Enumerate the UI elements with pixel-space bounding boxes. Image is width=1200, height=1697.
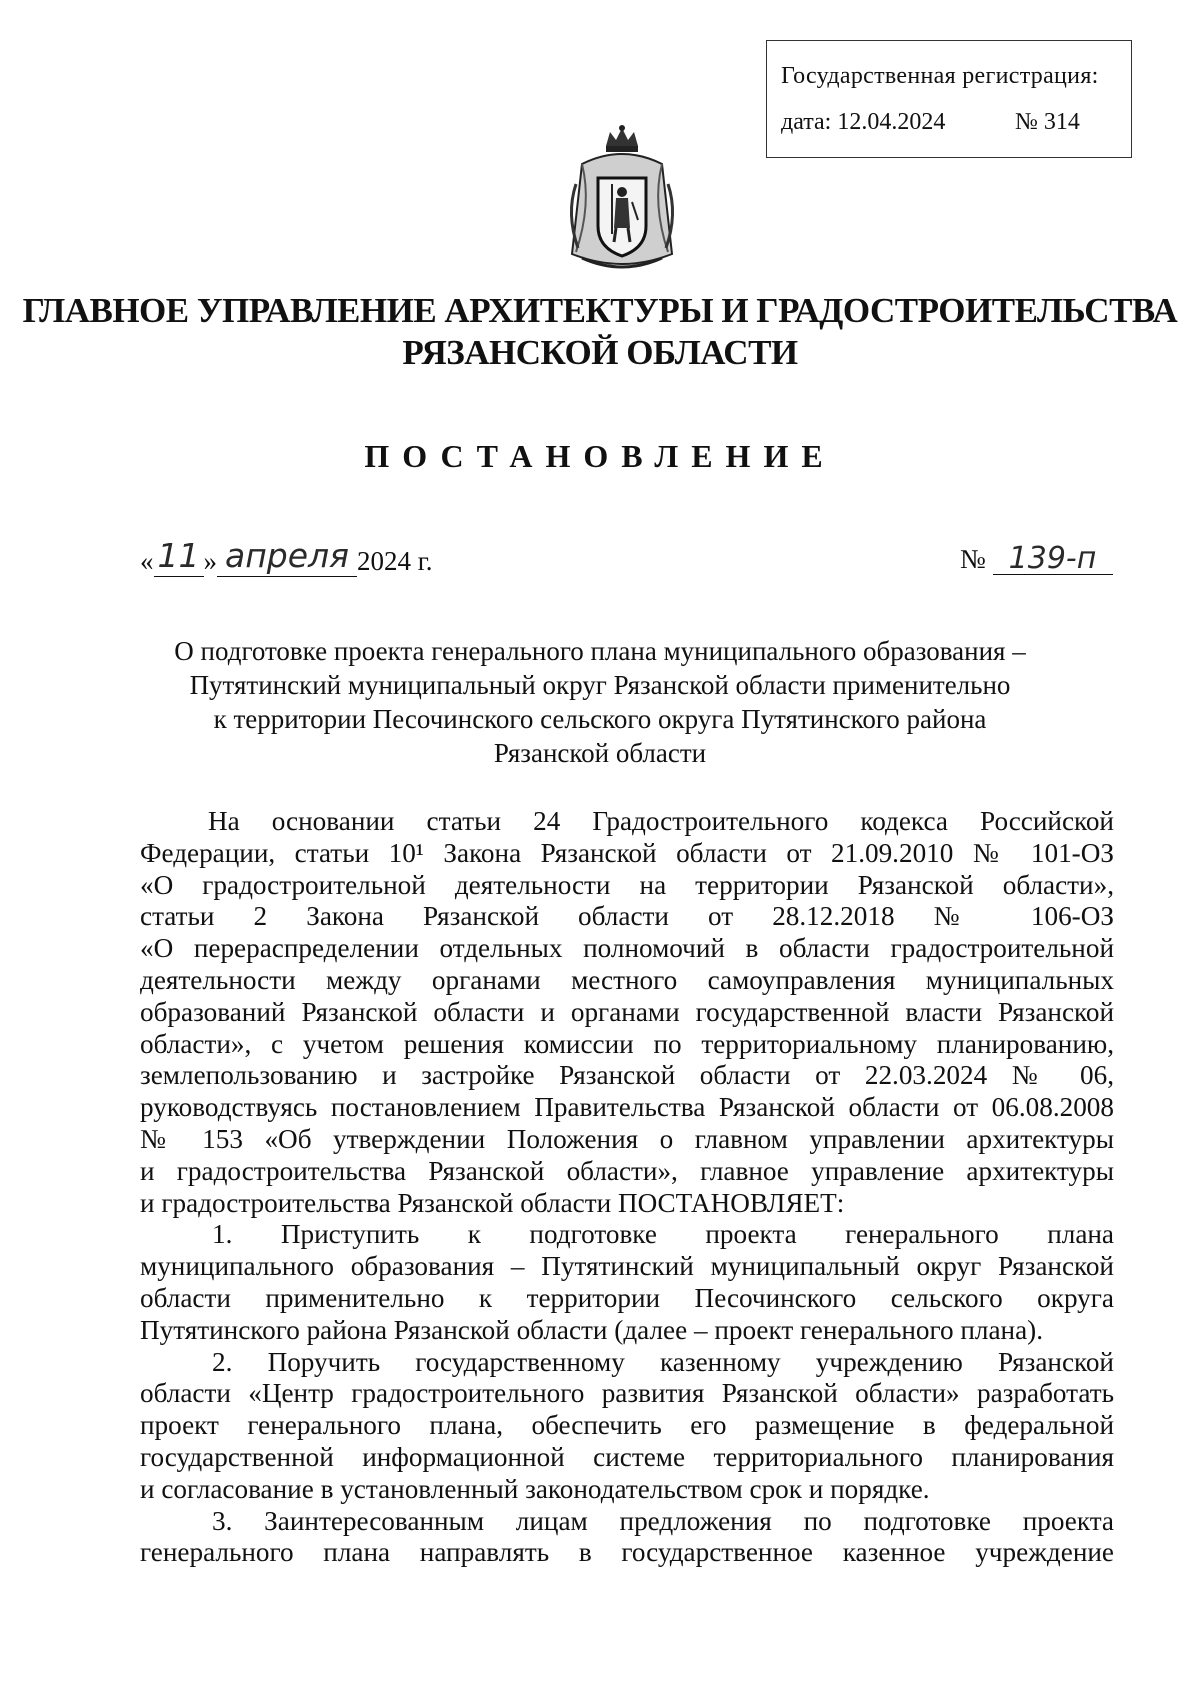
registration-title: Государственная регистрация: (781, 63, 1099, 89)
preamble-line: руководствуясь постановлением Правительства Рязанской области от 06.08.2008 (140, 1092, 1114, 1123)
preamble-line: землепользованию и застройке Рязанской области от 22.03.2024 № 06, (140, 1060, 1114, 1091)
agency-heading (0, 290, 1200, 374)
agency-line-2: РЯЗАНСКОЙ ОБЛАСТИ (402, 333, 798, 372)
document-body (140, 806, 1114, 1569)
item-1-line: 1. Приступить к подготовке проекта генерального плана (212, 1219, 1114, 1250)
agency-line-1: ГЛАВНОЕ УПРАВЛЕНИЕ АРХИТЕКТУРЫ И ГРАДОСТРОИТЕЛЬСТВА (22, 291, 1178, 330)
subject-line: Путятинский муниципальный округ Рязанской области применительно (189, 670, 1011, 700)
date-month-field (217, 536, 357, 577)
number-field (993, 541, 1113, 576)
document-date (140, 536, 433, 577)
registration-stamp (766, 40, 1132, 158)
number-value: 139-п (1008, 541, 1097, 576)
date-month: апреля (225, 536, 349, 575)
subject-line: Рязанской области (493, 738, 707, 768)
preamble-line: деятельности между органами местного самоуправления муниципальных (140, 964, 1114, 995)
registration-number: № 314 (1015, 109, 1080, 135)
item-2-line: государственной информационной системе территориального планирования (140, 1441, 1114, 1472)
date-day-field (154, 536, 204, 577)
item-1-line: области применительно к территории Песочинского сельского округа (140, 1282, 1114, 1313)
document-subject (0, 634, 1200, 770)
preamble-line: «О перераспределении отдельных полномочий в области градостроительной (140, 933, 1114, 964)
subject-line: к территории Песочинского сельского округа Путятинского района (213, 704, 987, 734)
registration-date: дата: 12.04.2024 (781, 109, 946, 135)
preamble-line: и градостроительства Рязанской области ПОСТАНОВЛЯЕТ: (140, 1187, 845, 1218)
preamble-line: статьи 2 Закона Рязанской области от 28.12.2018 № 106-ОЗ (140, 901, 1114, 932)
ryazan-coat-of-arms-icon (562, 124, 682, 284)
preamble-line: № 153 «Об утверждении Положения о главном управлении архитектуры (140, 1123, 1114, 1154)
preamble-line: На основании статьи 24 Градостроительного кодекса Российской (208, 806, 1114, 836)
item-2-line: и согласование в установленный законодательством срок и порядке. (140, 1473, 930, 1504)
number-prefix: № (960, 544, 986, 574)
item-2-line: области «Центр градостроительного развития Рязанской области» разработать (140, 1378, 1114, 1409)
date-open-quote: « (140, 546, 154, 576)
item-3-line: 3. Заинтересованным лицам предложения по подготовке проекта (212, 1505, 1114, 1536)
item-3-line: генерального плана направлять в государственное казенное учреждение (140, 1537, 1114, 1568)
subject-line: О подготовке проекта генерального плана муниципального образования – (174, 636, 1026, 666)
item-2-line: 2. Поручить государственному казенному учреждению Рязанской (212, 1346, 1114, 1377)
date-day: 11 (157, 536, 200, 575)
item-1-line: муниципального образования – Путятинский муниципальный округ Рязанской (140, 1251, 1114, 1282)
preamble-line: Федерации, статьи 10¹ Закона Рязанской области от 21.09.2010 № 101-ОЗ (140, 837, 1114, 868)
date-close-quote: » (203, 546, 217, 576)
preamble-line: «О градостроительной деятельности на территории Рязанской области», (140, 869, 1114, 900)
preamble-line: области», с учетом решения комиссии по территориальному планированию, (140, 1028, 1114, 1059)
preamble-line: образований Рязанской области и органами государственной власти Рязанской (140, 996, 1114, 1027)
document-number (960, 541, 1113, 576)
date-year: 2024 г. (357, 546, 433, 576)
preamble-line: и градостроительства Рязанской области», главное управление архитектуры (140, 1155, 1114, 1186)
document-type: ПОСТАНОВЛЕНИЕ (364, 438, 836, 474)
item-1-line: Путятинского района Рязанской области (далее – проект генерального плана). (140, 1314, 1044, 1345)
item-2-line: проект генерального плана, обеспечить его размещение в федеральной (140, 1410, 1114, 1441)
